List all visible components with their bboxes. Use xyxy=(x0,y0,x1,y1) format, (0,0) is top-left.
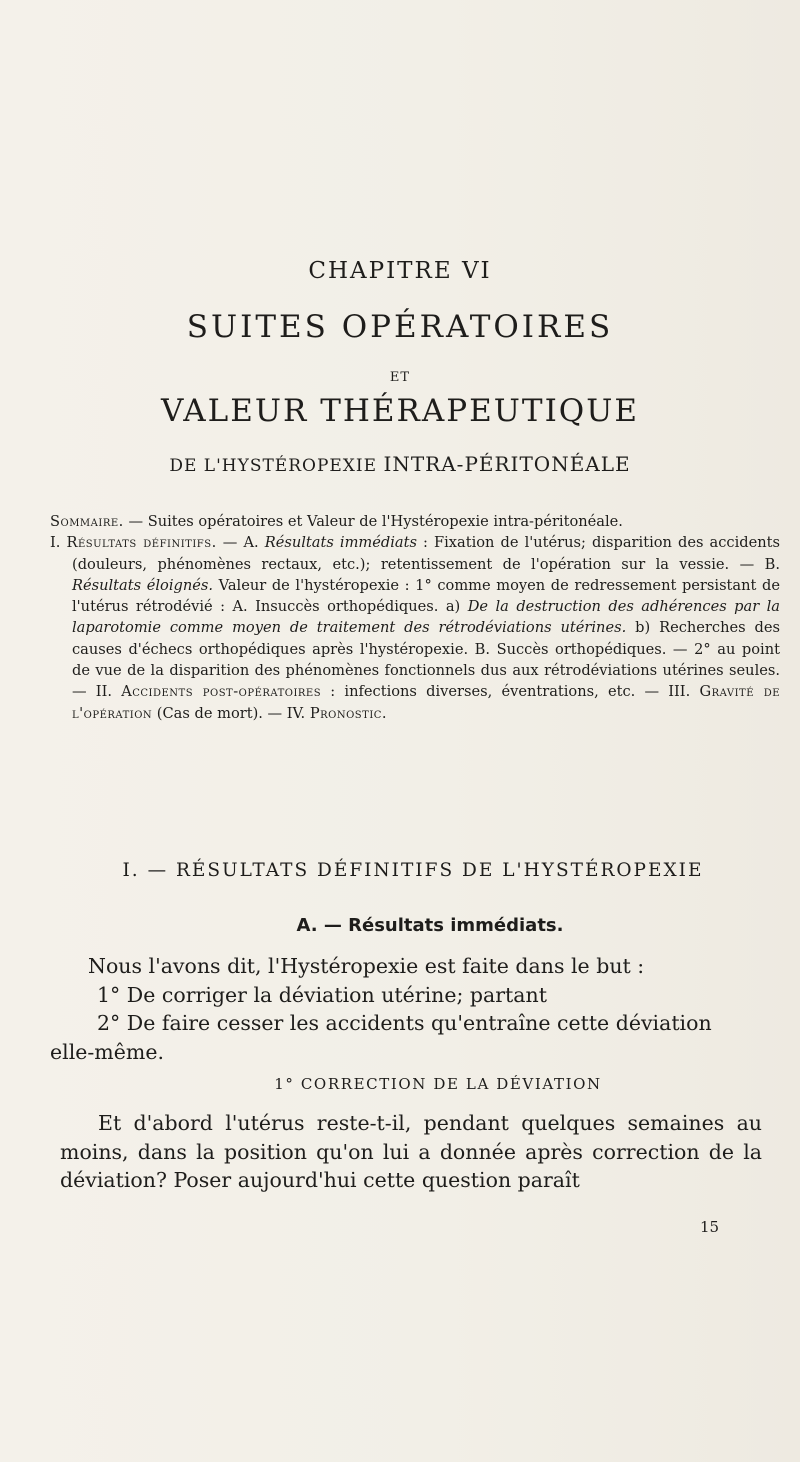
body-text xyxy=(50,952,762,1066)
list-item-1: 1° De corriger la déviation utérine; partant xyxy=(97,982,547,1007)
body-text-2 xyxy=(60,1109,762,1195)
summary-label: Sommaire. xyxy=(50,513,124,530)
paragraph-intro: Nous l'avons dit, l'Hystéropexie est faite dans le but : xyxy=(88,954,645,978)
summary-items: I. Résultats définitifs. — A. Résultats immédiats : Fixation de l'utérus; disparition des accidents (douleurs, phénomènes rectaux, etc.); retentissement de l'opération sur la vessie. — B. Résultats éloignés. Valeur de l'hystéropexie : 1° comme moyen de redressement persistant de l'utérus rétrodévié : A. Insuccès orthopédiques. a) De la destruction des adhérences par la laparotomie comme moyen de traitement des rétrodéviations utérines. b) Recherches des causes d'échecs orthopédiques après l'hystéropexie. B. Succès orthopédiques. — 2° au point de vue de la disparition des phénomènes fonctionnels dus aux rétrodéviations utérines seules. — II. Accidents post-opératoires : infections diverses, éventrations, etc. — III. Gravité de l'opération (Cas de mort). — IV. Pronostic. xyxy=(50,534,781,722)
title-line-3-prefix: DE L'HYSTÉROPEXIE xyxy=(169,456,384,476)
title-line-3-main: INTRA-PÉRITONÉALE xyxy=(383,452,631,476)
chapter-summary xyxy=(50,511,780,724)
chapter-heading: CHAPITRE VI xyxy=(308,258,492,284)
title-line-2: VALEUR THÉRAPEUTIQUE xyxy=(161,393,639,429)
subsection-heading: A. — Résultats immédiats. xyxy=(296,915,564,936)
title-line-3 xyxy=(0,452,800,476)
list-item-2: 2° De faire cesser les accidents qu'entraîne cette déviation elle-même. xyxy=(50,1011,712,1064)
correction-heading: 1° CORRECTION DE LA DÉVIATION xyxy=(274,1075,602,1093)
paragraph-correction: Et d'abord l'utérus reste-t-il, pendant quelques semaines au moins, dans la position qu'on lui a donnée après correction de la déviation? Poser aujourd'hui cette question paraît xyxy=(60,1111,762,1192)
signature-mark: 15 xyxy=(700,1218,720,1236)
title-conjunction: ET xyxy=(389,370,411,385)
summary-intro: Sommaire. — Suites opératoires et Valeur de l'Hystéropexie intra-péritonéale. xyxy=(50,513,623,530)
title-line-1: SUITES OPÉRATOIRES xyxy=(186,309,614,345)
section-heading: I. — RÉSULTATS DÉFINITIFS DE L'HYSTÉROPEXIE xyxy=(122,860,704,881)
